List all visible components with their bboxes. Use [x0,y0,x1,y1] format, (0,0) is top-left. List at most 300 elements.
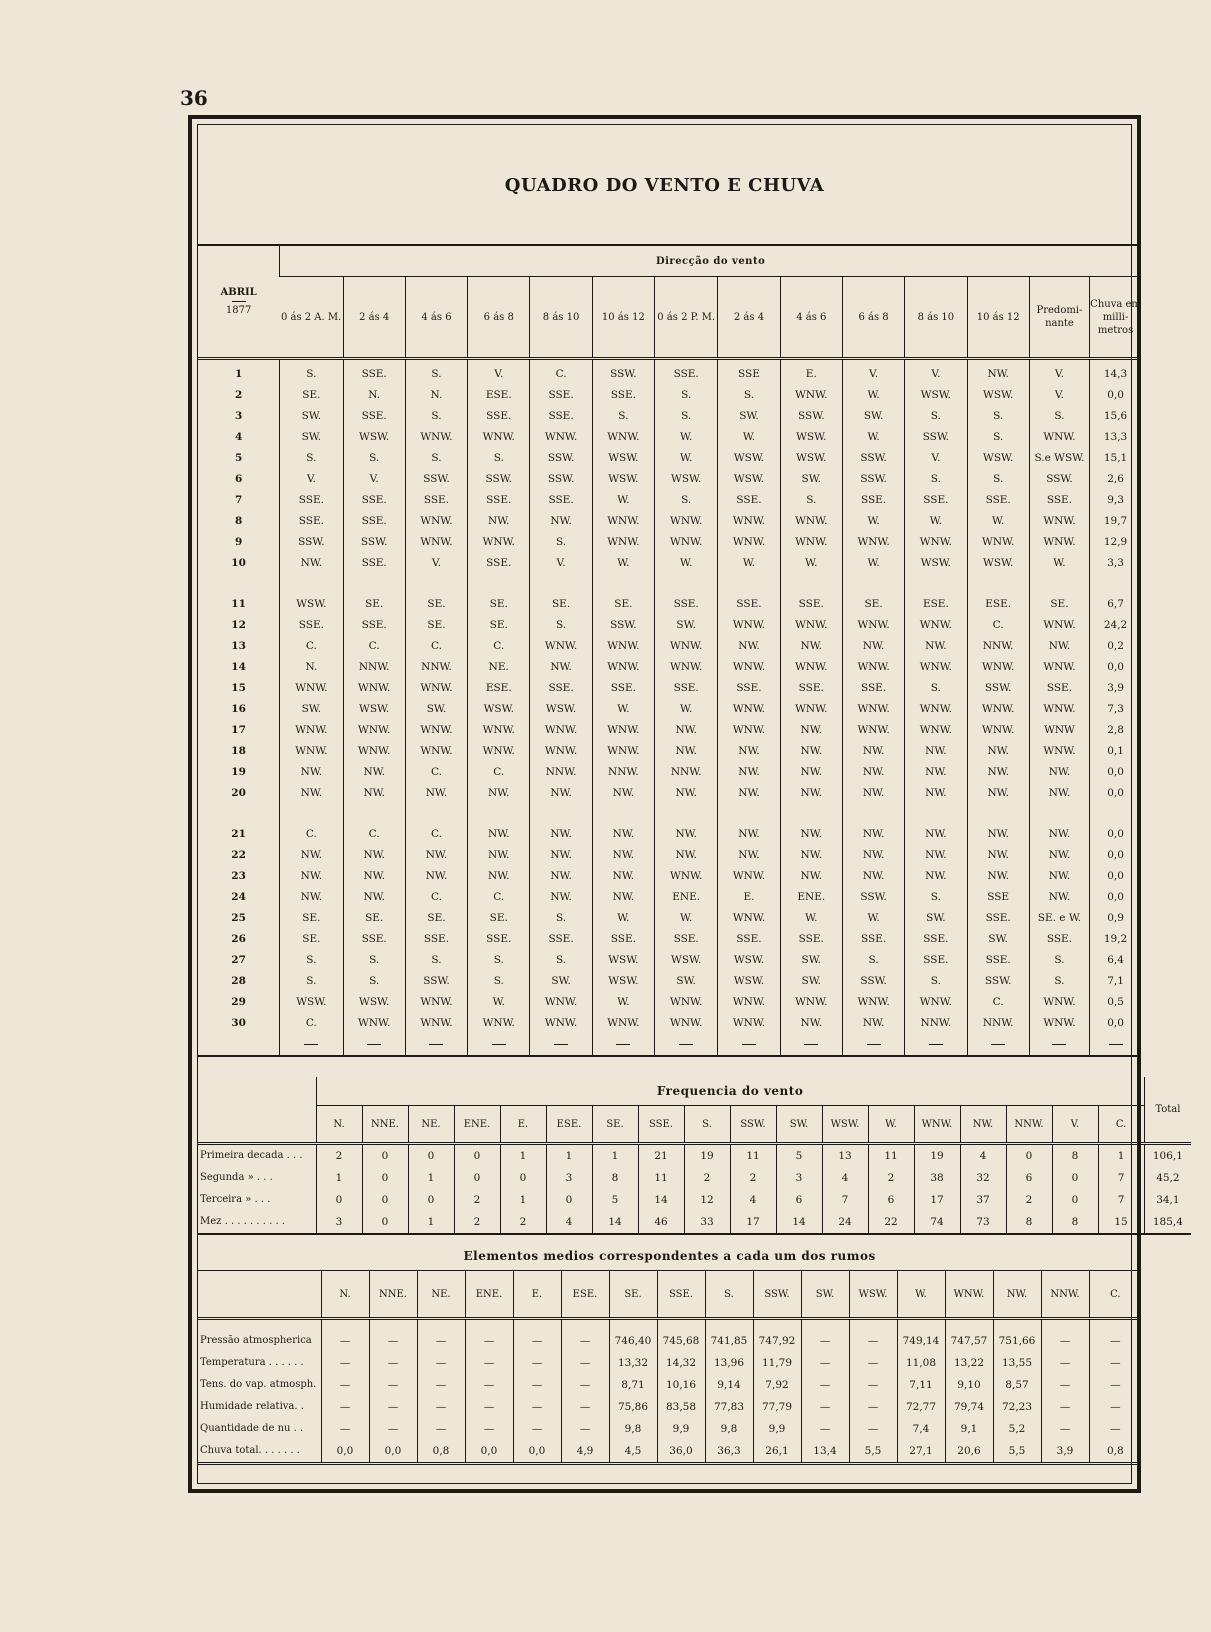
table-cell: SE. [468,908,530,929]
elements-column-header: SSE. [657,1271,705,1319]
table-cell: WNW. [1029,1013,1089,1034]
table-cell: 2 [316,1144,362,1168]
table-cell: NW. [280,887,343,908]
table-cell: WNW. [718,992,780,1013]
table-cell: WNW. [905,615,967,636]
table-cell: — [513,1374,561,1396]
table-row [198,553,1141,574]
table-cell: SSE. [718,574,780,615]
table-cell: 2 [454,1211,500,1234]
table-cell: NW. [905,741,967,762]
table-cell: SSE. [655,678,718,699]
table-cell: 36,0 [657,1440,705,1464]
table-cell: 0,0 [1090,1013,1141,1034]
end-dash-cell [655,1034,718,1056]
table-cell: V. [905,359,967,386]
end-dash-cell [842,1034,904,1056]
table-cell: NW. [343,762,405,783]
frequency-column-headers [198,1106,1191,1144]
table-cell: WSW. [905,553,967,574]
table-cell: — [801,1374,849,1396]
table-cell: — [369,1418,417,1440]
table-cell: — [417,1418,465,1440]
table-cell: S. [967,406,1029,427]
table-row [198,385,1141,406]
table-cell: WNW. [530,720,592,741]
table-cell: 9,9 [753,1418,801,1440]
table-cell: C. [468,887,530,908]
table-cell: W. [842,511,904,532]
dash-mark [554,1044,568,1045]
table-cell: 13,22 [945,1352,993,1374]
table-cell: NW. [905,866,967,887]
table-cell: S. [343,950,405,971]
table-cell: NW. [780,804,842,845]
table-cell: 33 [684,1211,730,1234]
table-cell: 13,32 [609,1352,657,1374]
table-cell: 14,3 [1090,359,1141,386]
frequency-column-header: V. [1052,1106,1098,1144]
table-cell: 0 [500,1167,546,1189]
table-cell: 0,0 [369,1440,417,1464]
table-cell: 4,9 [561,1440,609,1464]
table-row [198,887,1141,908]
table-cell: W. [592,553,654,574]
table-cell: WNW. [343,741,405,762]
day-cell: 11 [231,598,246,610]
table-cell: — [561,1418,609,1440]
table-cell: 2 [730,1167,776,1189]
table-cell: C. [280,1013,343,1034]
end-dash-cell [967,1034,1029,1056]
table-cell: 11,08 [897,1352,945,1374]
wind-column-headers [198,277,1141,359]
table-cell: SSE. [967,908,1029,929]
table-cell: SE. [468,574,530,615]
table-cell: SSE. [280,490,343,511]
end-dash-cell [530,1034,592,1056]
table-row [198,992,1141,1013]
table-cell: 2,6 [1090,469,1141,490]
dash-mark [304,1044,318,1045]
table-cell: 1 [546,1144,592,1168]
table-cell: NNW. [905,1013,967,1034]
table-cell: — [321,1396,369,1418]
table-cell: 19,7 [1090,511,1141,532]
table-cell: W. [780,553,842,574]
table-cell: S. [1029,406,1089,427]
table-cell: 7 [1098,1189,1144,1211]
table-cell: WSW. [592,448,654,469]
table-cell: SE. [343,908,405,929]
table-cell: NW. [655,783,718,804]
table-row [198,511,1141,532]
table-cell: SSE. [655,574,718,615]
table-cell: 8,57 [993,1374,1041,1396]
table-cell: NW. [343,783,405,804]
table-cell: SSW. [842,469,904,490]
table-cell: WNW. [718,511,780,532]
table-row [198,657,1141,678]
table-cell: WNW. [530,427,592,448]
table-cell: SSE. [592,678,654,699]
table-cell: SE. [530,574,592,615]
table-cell: V. [1029,359,1089,386]
table-cell: W. [842,553,904,574]
table-cell: WNW. [780,511,842,532]
table-cell: — [1041,1319,1089,1353]
table-cell: W. [655,699,718,720]
table-row [198,490,1141,511]
table-cell: — [561,1374,609,1396]
elements-title: Elementos medios correspondentes a cada um dos rumos [198,1242,1141,1271]
table-cell: NW. [468,783,530,804]
table-cell: 13,96 [705,1352,753,1374]
table-cell: 5 [592,1189,638,1211]
table-cell: — [513,1418,561,1440]
table-cell: WSW. [343,699,405,720]
table-cell: 1 [316,1167,362,1189]
table-cell: C. [280,636,343,657]
table-cell: NW. [280,553,343,574]
table-cell: S. [905,971,967,992]
table-cell: NNW. [967,1013,1029,1034]
table-cell: S. [280,971,343,992]
table-cell: WSW. [280,992,343,1013]
table-cell: SSW. [842,887,904,908]
table-cell: 0,8 [1089,1440,1141,1464]
table-cell: E. [780,359,842,386]
table-cell: ESE. [468,678,530,699]
wind-end-row [198,1034,1141,1056]
table-row [198,950,1141,971]
table-cell: 14 [776,1211,822,1234]
table-cell: WNW. [280,678,343,699]
table-cell: NW. [967,762,1029,783]
day-cell: 7 [234,494,243,506]
frequency-total-header: Total [1144,1077,1191,1144]
table-cell: SSE. [842,678,904,699]
table-cell: 5,5 [993,1440,1041,1464]
table-cell: 13,4 [801,1440,849,1464]
table-row [198,1352,1141,1374]
table-cell: SSE. [592,929,654,950]
table-cell: 17 [730,1211,776,1234]
table-cell: WNW. [780,385,842,406]
table-cell: WNW. [967,532,1029,553]
table-cell: 0,0 [1090,887,1141,908]
table-row [198,804,1141,845]
table-cell: 2 [454,1189,500,1211]
table-cell: NW. [842,804,904,845]
table-cell: S. [280,359,343,386]
table-cell: W. [842,427,904,448]
table-cell: SE. [405,615,467,636]
elements-column-header: WSW. [849,1271,897,1319]
table-cell: SSE. [343,406,405,427]
table-cell: NW. [405,866,467,887]
table-cell: 9,8 [705,1418,753,1440]
table-cell: NW. [905,804,967,845]
table-cell: NW. [842,866,904,887]
table-cell: WNW. [905,657,967,678]
table-row [198,448,1141,469]
table-cell: S. [905,887,967,908]
table-cell: V. [1029,385,1089,406]
table-cell: S. [1029,950,1089,971]
table-cell: SW. [530,971,592,992]
table-cell: SE. [405,908,467,929]
table-cell: NW. [530,845,592,866]
table-cell: NE. [468,657,530,678]
row-label: Terceira » . . . [200,1194,271,1205]
table-cell: 9,14 [705,1374,753,1396]
row-label: Mez . . . . . . . . . . [198,1211,316,1234]
table-cell: W. [655,553,718,574]
end-dash-cell [1029,1034,1089,1056]
row-label: Pressão atmospherica [200,1335,312,1346]
table-cell: — [1089,1418,1141,1440]
table-row [198,1440,1141,1464]
table-cell: SSE. [967,490,1029,511]
table-cell: NW. [967,845,1029,866]
table-cell: SW. [280,427,343,448]
table-cell: WNW. [967,657,1029,678]
table-cell: W. [655,427,718,448]
total-cell: 34,1 [1144,1189,1191,1211]
table-row [198,1189,1191,1211]
table-cell: SSE. [343,929,405,950]
table-cell: 1 [500,1189,546,1211]
dash-mark [991,1044,1005,1045]
row-label: Humidade relativa. . [200,1401,304,1412]
table-cell: — [513,1319,561,1353]
table-cell: SSE. [530,929,592,950]
table-cell: WNW. [1029,657,1089,678]
table-cell: — [1089,1396,1141,1418]
table-cell: NNW. [655,762,718,783]
table-cell: 745,68 [657,1319,705,1353]
table-cell: WSW. [343,427,405,448]
table-cell: 7 [822,1189,868,1211]
table-cell: NW. [967,783,1029,804]
day-cell: 9 [234,536,243,548]
table-cell: ENE. [780,887,842,908]
table-cell: WNW. [530,992,592,1013]
table-cell: SSE. [1029,490,1089,511]
frequency-title: Frequencia do vento [316,1077,1144,1106]
table-cell: 9,3 [1090,490,1141,511]
table-cell: SSE. [592,385,654,406]
day-cell: 20 [231,787,246,799]
table-cell: 0 [362,1211,408,1234]
table-cell: SE. [405,574,467,615]
table-cell: NW. [718,741,780,762]
table-cell: 0 [546,1189,592,1211]
frequency-table [198,1077,1191,1235]
table-cell: SSE. [718,678,780,699]
table-cell: NW. [280,866,343,887]
table-cell: NW. [280,783,343,804]
table-cell: SSW. [405,469,467,490]
table-cell: S. [280,448,343,469]
table-cell: NW. [655,804,718,845]
table-cell: NW. [405,845,467,866]
table-cell: 3 [316,1211,362,1234]
table-cell: NW. [842,636,904,657]
table-cell: S. [1029,971,1089,992]
table-cell: NW. [905,845,967,866]
table-cell: 4 [960,1144,1006,1168]
table-cell: SW. [780,950,842,971]
elements-column-header: ESE. [561,1271,609,1319]
table-cell: WNW. [1029,511,1089,532]
table-cell: NW. [967,804,1029,845]
day-cell: 21 [231,828,246,840]
table-cell: 0,0 [1090,804,1141,845]
total-cell: 106,1 [1144,1144,1191,1168]
elements-table [198,1242,1141,1465]
table-cell: WSW. [718,971,780,992]
frequency-column-header: N. [316,1106,362,1144]
table-cell: NW. [718,762,780,783]
table-cell: 75,86 [609,1396,657,1418]
table-cell: 26,1 [753,1440,801,1464]
table-cell: SW. [718,406,780,427]
table-cell: 4 [546,1211,592,1234]
table-cell: WNW. [405,1013,467,1034]
day-cell: 24 [231,891,246,903]
table-cell: 0 [316,1189,362,1211]
table-cell: WSW. [592,971,654,992]
table-cell: 8 [592,1167,638,1189]
table-cell: 3 [776,1167,822,1189]
table-cell: S. [530,615,592,636]
table-cell: WNW. [468,741,530,762]
table-cell: SSW. [530,448,592,469]
table-cell: 13,55 [993,1352,1041,1374]
table-cell: S. [405,359,467,386]
table-cell: 3,9 [1090,678,1141,699]
table-cell: C. [280,804,343,845]
day-cell: 14 [231,661,246,673]
table-frame [188,115,1183,1493]
day-cell: 5 [234,452,243,464]
table-cell: C. [967,992,1029,1013]
table-cell: WSW. [718,950,780,971]
elements-label-header [198,1271,321,1319]
table-row [198,783,1141,804]
table-cell: — [465,1374,513,1396]
table-cell: ESE. [967,574,1029,615]
table-cell: WNW. [842,532,904,553]
frequency-column-header: C. [1098,1106,1144,1144]
table-cell: — [321,1374,369,1396]
table-cell: WNW. [718,699,780,720]
table-cell: NW. [780,741,842,762]
day-cell: 30 [231,1017,246,1029]
table-cell: 0,0 [1090,762,1141,783]
table-cell: SW. [405,699,467,720]
table-cell: S. [967,469,1029,490]
table-cell: SW. [780,469,842,490]
table-row [198,1211,1191,1234]
table-cell: 6,7 [1090,574,1141,615]
end-dash-cell [905,1034,967,1056]
table-cell: 7,1 [1090,971,1141,992]
dash-mark [429,1044,443,1045]
end-dash-cell [718,1034,780,1056]
table-cell: SSW. [967,678,1029,699]
table-cell: S. [842,950,904,971]
wind-column-header: 4 ás 6 [405,277,467,359]
table-cell: 19 [684,1144,730,1168]
table-cell: S. [405,950,467,971]
frequency-column-header: SE. [592,1106,638,1144]
row-label: Primeira decada . . . [200,1150,303,1161]
table-cell: NNW. [592,762,654,783]
table-cell: 9,10 [945,1374,993,1396]
elements-column-header: SW. [801,1271,849,1319]
table-cell: 20,6 [945,1440,993,1464]
table-cell: ENE. [655,887,718,908]
table-cell: SW. [655,971,718,992]
end-dash-cell [198,1034,280,1056]
table-cell: WNW. [842,657,904,678]
table-cell: W. [592,992,654,1013]
table-cell: 24 [822,1211,868,1234]
table-cell: 0 [408,1144,454,1168]
table-row [198,427,1141,448]
table-cell: WNW. [592,741,654,762]
table-cell: 15,1 [1090,448,1141,469]
wind-column-header: 10 ás 12 [592,277,654,359]
table-cell: 12 [684,1189,730,1211]
day-cell: 29 [231,996,246,1008]
table-cell: W. [592,908,654,929]
table-cell: SSE. [655,359,718,386]
table-cell: NW. [718,636,780,657]
table-cell: SE. e W. [1029,908,1089,929]
table-cell: 751,66 [993,1319,1041,1353]
table-cell: 10,16 [657,1374,705,1396]
table-cell: WNW. [343,1013,405,1034]
table-cell: 7,4 [897,1418,945,1440]
table-cell: E. [718,887,780,908]
table-cell: NW. [718,845,780,866]
elements-column-header: NE. [417,1271,465,1319]
wind-column-header: 2 ás 4 [718,277,780,359]
table-cell: WNW. [655,866,718,887]
table-cell: N. [343,385,405,406]
table-cell: 14,32 [657,1352,705,1374]
table-cell: WNW. [530,1013,592,1034]
elements-column-header: SE. [609,1271,657,1319]
table-cell: WNW. [842,615,904,636]
table-cell: S.e WSW. [1029,448,1089,469]
table-cell: WNW. [655,657,718,678]
table-cell: 8 [1006,1211,1052,1234]
day-cell: 2 [234,389,243,401]
table-cell: C. [967,615,1029,636]
table-cell: — [465,1418,513,1440]
wind-column-header: 8 ás 10 [530,277,592,359]
table-cell: 9,9 [657,1418,705,1440]
table-cell: WSW. [780,427,842,448]
row-label: Segunda » . . . [200,1172,273,1183]
table-cell: NW. [343,866,405,887]
table-row [198,1319,1141,1353]
